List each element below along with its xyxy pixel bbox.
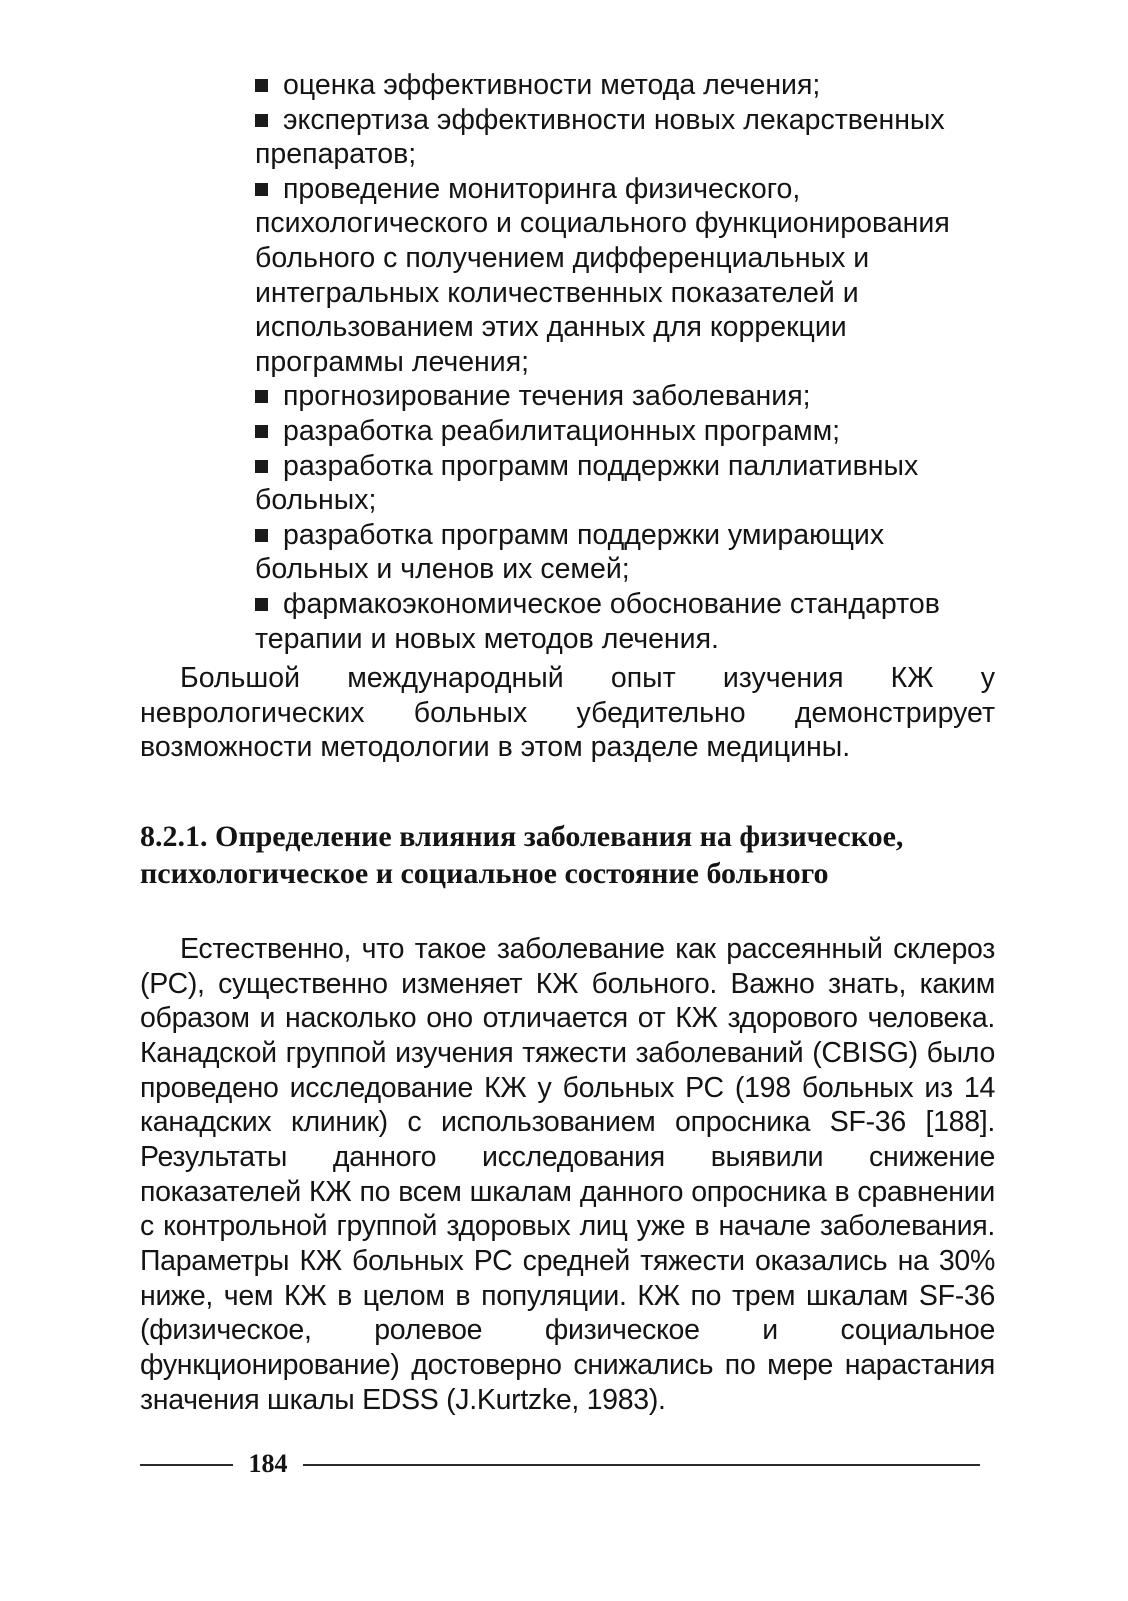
section-title: Определение влияния заболевания на физическое, психологическое и социальное состояние больного (140, 820, 904, 890)
list-item-text: разработка программ поддержки умирающих больных и членов их семей; (255, 518, 885, 586)
list-item-text: оценка эффективности метода лечения; (283, 69, 821, 101)
list-item (255, 103, 995, 172)
page-footer (140, 1444, 980, 1484)
list-item-text: экспертиза эффективности новых лекарственных препаратов; (255, 103, 945, 171)
intro-paragraph: Большой международный опыт изучения КЖ у неврологических больных убедительно демонстрирует возможности методологии в этом разделе медицины. (140, 662, 995, 764)
list-item-text: проведение мониторинга физического, психологического и социального функционирования больного с получением дифференциальных и интегральных количественных показателей и использованием этих данных для коррекции программы лечения; (255, 172, 950, 378)
footer-rule-right (303, 1464, 980, 1466)
square-bullet-icon (255, 79, 268, 92)
list-item-text: фармакоэкономическое обоснование стандартов терапии и новых методов лечения. (255, 587, 940, 655)
square-bullet-icon (255, 598, 268, 611)
section-number: 8.2.1. (140, 820, 208, 853)
square-bullet-icon (255, 183, 268, 196)
list-item-text: разработка программ поддержки паллиативных больных; (255, 449, 919, 517)
square-bullet-icon (255, 425, 268, 438)
list-item (255, 518, 995, 587)
list-item (255, 379, 995, 414)
list-item (255, 172, 995, 380)
list-item (255, 414, 995, 449)
section-heading (140, 818, 1000, 892)
list-item-text: разработка реабилитационных программ; (283, 414, 841, 447)
list-item (255, 587, 995, 656)
list-item (255, 449, 995, 518)
list-item (255, 68, 995, 103)
list-item-text: прогнозирование течения заболевания; (283, 380, 811, 413)
square-bullet-icon (255, 390, 268, 403)
page-number: 184 (248, 1449, 288, 1478)
footer-rule-left (140, 1464, 233, 1466)
bullet-list (255, 68, 995, 656)
square-bullet-icon (255, 529, 268, 542)
square-bullet-icon (255, 114, 268, 127)
section-body-paragraph: Естественно, что такое заболевание как рассеянный склероз (РС), существенно изменяет КЖ больного. Важно знать, каким образом и насколько оно отличается от КЖ здорового человека. Канадской группой изучения тяжести заболеваний (CBISG) было проведено исследование КЖ у больных РС (198 больных из 14 канадских клиник) с использованием опросника SF-36 [188]. Результаты данного исследования выявили снижение показателей КЖ по всем шкалам данного опросника в сравнении с контрольной группой здоровых лиц уже в начале заболевания. Параметры КЖ больных РС средней тяжести оказались на 30% ниже, чем КЖ в целом в популяции. КЖ по трем шкалам SF-36 (физическое, ролевое физическое и социальное функционирование) достоверно снижались по мере нарастания значения шкалы EDSS (J.Kurtzke, 1983). (140, 933, 995, 1416)
square-bullet-icon (255, 460, 268, 473)
